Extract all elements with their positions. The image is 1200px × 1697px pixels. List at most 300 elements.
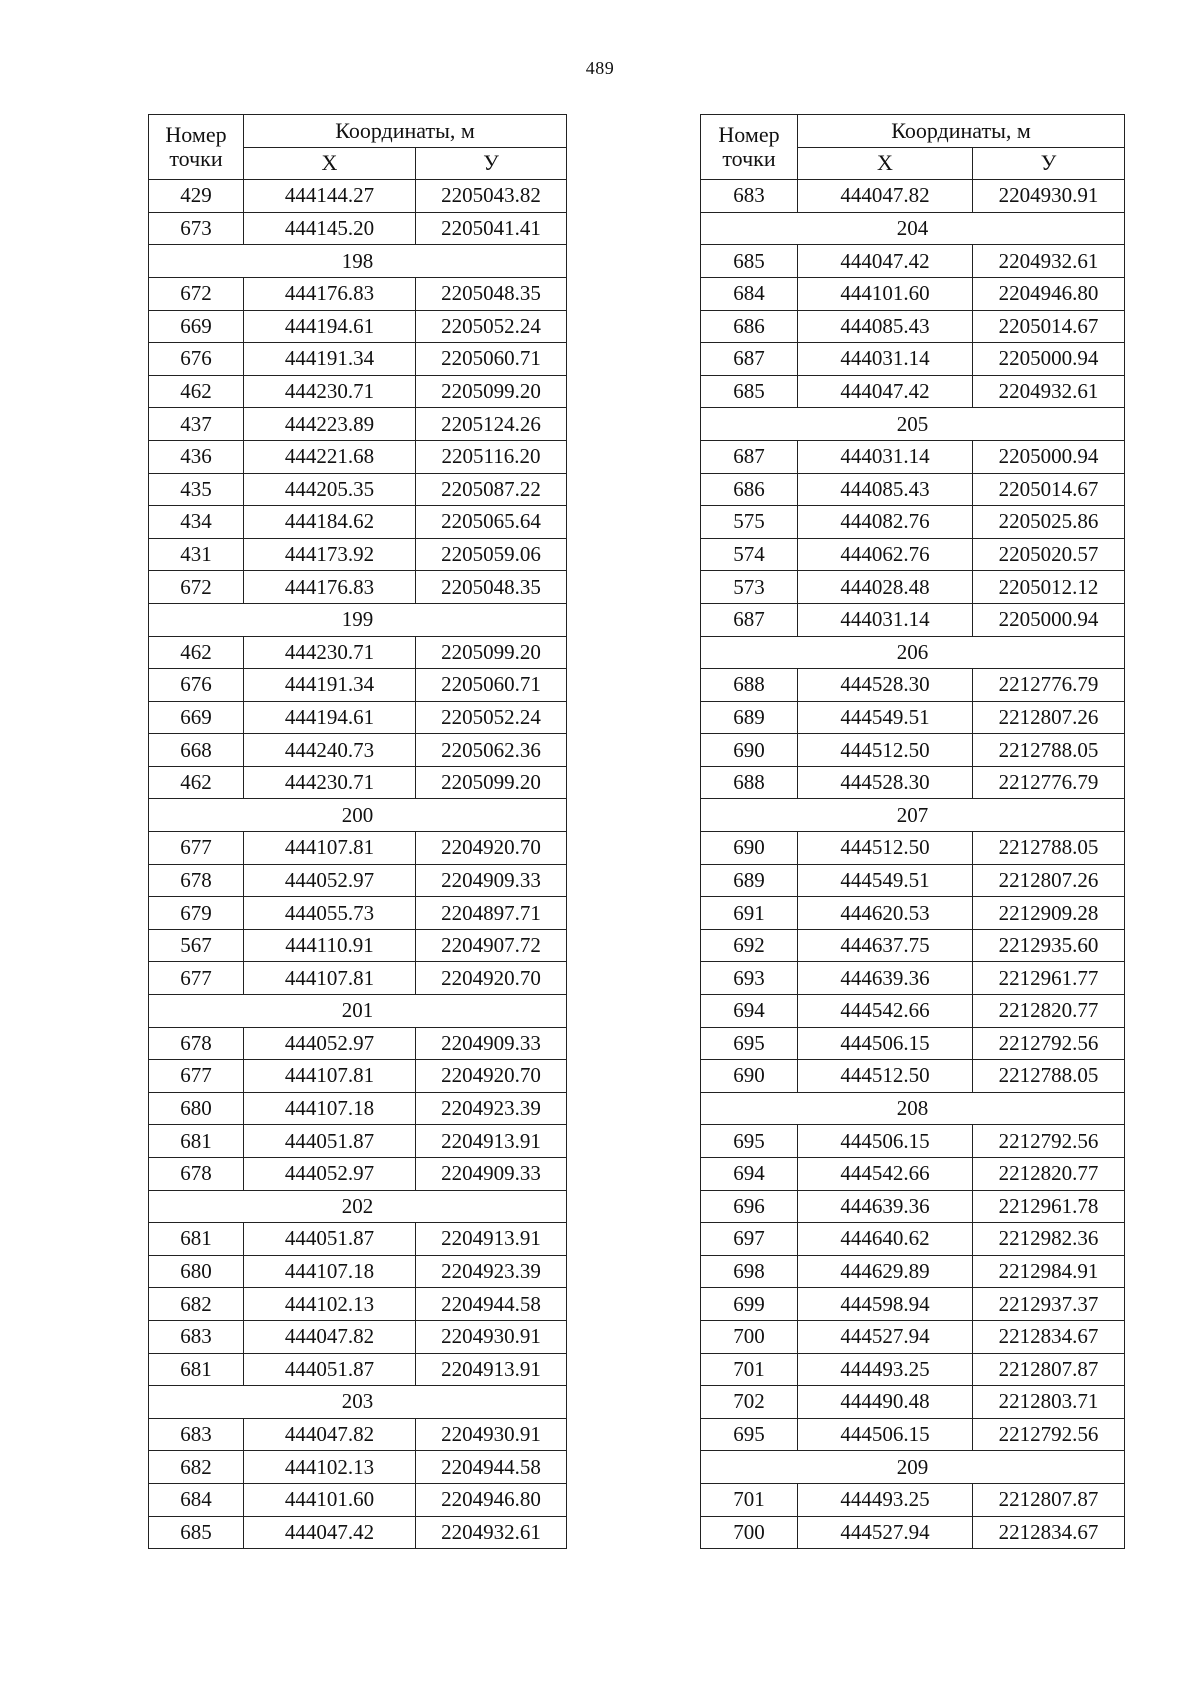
table-row [701,1060,1125,1093]
table-row [149,1092,567,1125]
table-row [701,1027,1125,1060]
table-row [149,1320,567,1353]
point-number-cell: 678 [149,1158,244,1191]
x-coordinate-cell: 444542.66 [798,1158,973,1191]
y-coordinate-cell: 2204920.70 [416,832,567,865]
table-row [701,245,1125,278]
y-coordinate-cell: 2205059.06 [416,538,567,571]
table-row [149,864,567,897]
table-row [149,1027,567,1060]
y-coordinate-cell: 2204909.33 [416,1027,567,1060]
x-coordinate-cell: 444506.15 [798,1027,973,1060]
table-row [701,1516,1125,1549]
x-coordinate-cell: 444051.87 [244,1125,416,1158]
point-number-cell: 689 [701,701,798,734]
x-coordinate-cell: 444620.53 [798,897,973,930]
x-coordinate-cell: 444240.73 [244,734,416,767]
x-coordinate-cell: 444031.14 [798,343,973,376]
x-coordinate-cell: 444062.76 [798,538,973,571]
point-number-cell: 701 [701,1353,798,1386]
y-coordinate-cell: 2204913.91 [416,1223,567,1256]
table-row [701,343,1125,376]
x-coordinate-cell: 444205.35 [244,473,416,506]
y-coordinate-cell: 2205087.22 [416,473,567,506]
point-number-cell: 693 [701,962,798,995]
point-number-cell: 679 [149,897,244,930]
point-number-cell: 677 [149,962,244,995]
x-coordinate-cell: 444490.48 [798,1386,973,1419]
point-number-cell: 672 [149,571,244,604]
section-row [701,212,1125,245]
table-row [149,701,567,734]
x-coordinate-cell: 444145.20 [244,212,416,245]
point-number-cell: 685 [701,375,798,408]
table-row [149,1483,567,1516]
point-number-cell: 573 [701,571,798,604]
y-coordinate-cell: 2205025.86 [973,506,1125,539]
point-number-cell: 695 [701,1027,798,1060]
table-row [149,1060,567,1093]
point-number-cell: 684 [701,277,798,310]
y-coordinate-cell: 2212834.67 [973,1516,1125,1549]
point-number-cell: 437 [149,408,244,441]
y-coordinate-cell: 2212792.56 [973,1125,1125,1158]
x-coordinate-cell: 444230.71 [244,766,416,799]
table-row [701,310,1125,343]
point-number-cell: 690 [701,1060,798,1093]
y-coordinate-cell: 2204920.70 [416,962,567,995]
table-row [149,669,567,702]
point-number-cell: 689 [701,864,798,897]
y-coordinate-cell: 2204913.91 [416,1125,567,1158]
x-coordinate-cell: 444107.81 [244,1060,416,1093]
section-number: 202 [149,1190,567,1223]
section-number: 207 [701,799,1125,832]
table-row [149,1516,567,1549]
point-number-cell: 681 [149,1125,244,1158]
x-coordinate-cell: 444637.75 [798,929,973,962]
y-coordinate-cell: 2205060.71 [416,669,567,702]
y-coordinate-cell: 2212820.77 [973,1158,1125,1191]
x-coordinate-cell: 444506.15 [798,1418,973,1451]
table-row [701,897,1125,930]
section-row [149,1386,567,1419]
x-coordinate-cell: 444176.83 [244,277,416,310]
y-coordinate-cell: 2212776.79 [973,766,1125,799]
y-coordinate-cell: 2212788.05 [973,1060,1125,1093]
section-number: 206 [701,636,1125,669]
x-coordinate-cell: 444102.13 [244,1451,416,1484]
table-row [149,408,567,441]
y-coordinate-cell: 2212788.05 [973,734,1125,767]
point-number-cell: 435 [149,473,244,506]
point-number-cell: 699 [701,1288,798,1321]
y-coordinate-cell: 2205062.36 [416,734,567,767]
x-coordinate-cell: 444055.73 [244,897,416,930]
point-number-cell: 683 [149,1418,244,1451]
y-coordinate-cell: 2205041.41 [416,212,567,245]
y-coordinate-cell: 2212807.87 [973,1483,1125,1516]
table-row [701,375,1125,408]
x-coordinate-cell: 444101.60 [244,1483,416,1516]
y-coordinate-cell: 2205048.35 [416,277,567,310]
x-coordinate-cell: 444527.94 [798,1516,973,1549]
y-coordinate-cell: 2205000.94 [973,440,1125,473]
table-row [149,897,567,930]
point-number-cell: 685 [701,245,798,278]
table-row [701,1255,1125,1288]
point-number-cell: 676 [149,343,244,376]
x-coordinate-cell: 444512.50 [798,832,973,865]
x-coordinate-cell: 444639.36 [798,1190,973,1223]
y-coordinate-cell: 2205052.24 [416,310,567,343]
x-coordinate-cell: 444493.25 [798,1483,973,1516]
table-row [149,1125,567,1158]
x-coordinate-cell: 444047.82 [244,1418,416,1451]
table-row [149,506,567,539]
point-number-cell: 686 [701,473,798,506]
table-row [149,1288,567,1321]
point-number-cell: 434 [149,506,244,539]
point-number-cell: 684 [149,1483,244,1516]
y-coordinate-cell: 2204907.72 [416,929,567,962]
table-row [149,766,567,799]
point-number-cell: 680 [149,1092,244,1125]
point-number-cell: 669 [149,701,244,734]
x-coordinate-cell: 444194.61 [244,701,416,734]
point-number-cell: 574 [701,538,798,571]
y-coordinate-cell: 2212803.71 [973,1386,1125,1419]
section-number: 205 [701,408,1125,441]
y-coordinate-cell: 2212792.56 [973,1418,1125,1451]
table-row [701,1158,1125,1191]
point-number-cell: 672 [149,277,244,310]
point-number-cell: 686 [701,310,798,343]
point-number-cell: 669 [149,310,244,343]
x-header: Х [244,147,416,180]
point-number-cell: 683 [149,1320,244,1353]
x-coordinate-cell: 444082.76 [798,506,973,539]
table-row [149,832,567,865]
x-coordinate-cell: 444549.51 [798,701,973,734]
x-coordinate-cell: 444047.82 [798,180,973,213]
y-coordinate-cell: 2205065.64 [416,506,567,539]
point-number-cell: 683 [701,180,798,213]
y-coordinate-cell: 2204930.91 [416,1320,567,1353]
x-coordinate-cell: 444221.68 [244,440,416,473]
point-number-cell: 687 [701,440,798,473]
table-row [701,277,1125,310]
y-coordinate-cell: 2204909.33 [416,1158,567,1191]
x-coordinate-cell: 444052.97 [244,1027,416,1060]
y-coordinate-cell: 2204944.58 [416,1451,567,1484]
point-number-cell: 685 [149,1516,244,1549]
section-number: 201 [149,995,567,1028]
table-row [701,538,1125,571]
section-number: 198 [149,245,567,278]
table-row [149,1451,567,1484]
point-number-cell: 695 [701,1125,798,1158]
section-row [701,1092,1125,1125]
y-coordinate-cell: 2204913.91 [416,1353,567,1386]
x-coordinate-cell: 444085.43 [798,310,973,343]
y-coordinate-cell: 2205014.67 [973,473,1125,506]
table-row [701,766,1125,799]
table-row [149,212,567,245]
x-coordinate-cell: 444047.42 [244,1516,416,1549]
point-number-cell: 567 [149,929,244,962]
table-row [701,864,1125,897]
table-row [701,929,1125,962]
point-number-cell: 687 [701,603,798,636]
table-row [701,1190,1125,1223]
point-number-header: Номер точки [149,115,244,180]
y-coordinate-cell: 2212807.87 [973,1353,1125,1386]
table-row [701,1353,1125,1386]
section-row [701,799,1125,832]
point-number-cell: 678 [149,1027,244,1060]
y-coordinate-cell: 2205099.20 [416,636,567,669]
table-row [149,1223,567,1256]
point-number-cell: 696 [701,1190,798,1223]
table-row [149,440,567,473]
x-coordinate-cell: 444598.94 [798,1288,973,1321]
point-number-cell: 676 [149,669,244,702]
x-coordinate-cell: 444101.60 [798,277,973,310]
section-row [149,603,567,636]
x-coordinate-cell: 444184.62 [244,506,416,539]
point-number-cell: 429 [149,180,244,213]
point-number-cell: 680 [149,1255,244,1288]
point-number-cell: 682 [149,1451,244,1484]
x-coordinate-cell: 444191.34 [244,343,416,376]
x-coordinate-cell: 444506.15 [798,1125,973,1158]
x-coordinate-cell: 444085.43 [798,473,973,506]
y-coordinate-cell: 2204920.70 [416,1060,567,1093]
table-row [149,1353,567,1386]
y-coordinate-cell: 2212984.91 [973,1255,1125,1288]
point-number-cell: 681 [149,1353,244,1386]
table-row [701,1320,1125,1353]
point-number-cell: 694 [701,1158,798,1191]
x-coordinate-cell: 444107.81 [244,832,416,865]
x-coordinate-cell: 444639.36 [798,962,973,995]
section-number: 203 [149,1386,567,1419]
y-coordinate-cell: 2212776.79 [973,669,1125,702]
x-coordinate-cell: 444051.87 [244,1223,416,1256]
point-number-cell: 687 [701,343,798,376]
x-coordinate-cell: 444527.94 [798,1320,973,1353]
point-number-cell: 690 [701,734,798,767]
section-row [149,1190,567,1223]
x-coordinate-cell: 444542.66 [798,995,973,1028]
table-row [701,962,1125,995]
x-coordinate-cell: 444107.81 [244,962,416,995]
point-number-cell: 678 [149,864,244,897]
y-coordinate-cell: 2204944.58 [416,1288,567,1321]
x-coordinate-cell: 444528.30 [798,766,973,799]
point-number-cell: 701 [701,1483,798,1516]
coordinates-header: Координаты, м [244,115,567,148]
table-row [701,701,1125,734]
section-row [149,995,567,1028]
table-row [149,310,567,343]
table-row [149,180,567,213]
section-number: 209 [701,1451,1125,1484]
y-coordinate-cell: 2204909.33 [416,864,567,897]
x-coordinate-cell: 444230.71 [244,636,416,669]
section-row [701,408,1125,441]
section-row [149,799,567,832]
x-coordinate-cell: 444223.89 [244,408,416,441]
point-number-cell: 688 [701,766,798,799]
table-row [701,832,1125,865]
table-row [149,375,567,408]
point-number-cell: 682 [149,1288,244,1321]
y-coordinate-cell: 2204932.61 [416,1516,567,1549]
table-row [149,962,567,995]
table-row [701,734,1125,767]
y-coordinate-cell: 2212935.60 [973,929,1125,962]
section-number: 204 [701,212,1125,245]
section-number: 199 [149,603,567,636]
y-coordinate-cell: 2205043.82 [416,180,567,213]
x-coordinate-cell: 444549.51 [798,864,973,897]
page-number: 489 [585,58,615,78]
y-coordinate-cell: 2212807.26 [973,701,1125,734]
point-number-cell: 462 [149,375,244,408]
x-coordinate-cell: 444493.25 [798,1353,973,1386]
y-coordinate-cell: 2212937.37 [973,1288,1125,1321]
y-coordinate-cell: 2212792.56 [973,1027,1125,1060]
y-coordinate-cell: 2204897.71 [416,897,567,930]
x-coordinate-cell: 444107.18 [244,1255,416,1288]
x-coordinate-cell: 444194.61 [244,310,416,343]
table-row [701,669,1125,702]
coordinates-table-left [148,114,567,1549]
x-coordinate-cell: 444031.14 [798,440,973,473]
table-row [149,734,567,767]
point-number-cell: 691 [701,897,798,930]
y-coordinate-cell: 2205099.20 [416,375,567,408]
x-coordinate-cell: 444173.92 [244,538,416,571]
x-coordinate-cell: 444051.87 [244,1353,416,1386]
y-coordinate-cell: 2204930.91 [416,1418,567,1451]
point-number-cell: 695 [701,1418,798,1451]
table-row [149,343,567,376]
point-number-cell: 677 [149,832,244,865]
x-coordinate-cell: 444107.18 [244,1092,416,1125]
table-row [701,995,1125,1028]
table-row [701,180,1125,213]
point-number-cell: 436 [149,440,244,473]
x-coordinate-cell: 444052.97 [244,1158,416,1191]
point-number-cell: 700 [701,1320,798,1353]
y-coordinate-cell: 2212961.77 [973,962,1125,995]
table-row [701,1223,1125,1256]
y-coordinate-cell: 2205052.24 [416,701,567,734]
x-coordinate-cell: 444640.62 [798,1223,973,1256]
x-header: Х [798,147,973,180]
table-row [149,636,567,669]
point-number-cell: 462 [149,766,244,799]
section-number: 208 [701,1092,1125,1125]
table-row [701,506,1125,539]
y-coordinate-cell: 2205012.12 [973,571,1125,604]
point-number-cell: 462 [149,636,244,669]
x-coordinate-cell: 444028.48 [798,571,973,604]
y-coordinate-cell: 2204946.80 [416,1483,567,1516]
x-coordinate-cell: 444176.83 [244,571,416,604]
table-row [149,1158,567,1191]
x-coordinate-cell: 444528.30 [798,669,973,702]
point-number-cell: 692 [701,929,798,962]
table-row [149,538,567,571]
table-row [701,1386,1125,1419]
y-coordinate-cell: 2204923.39 [416,1092,567,1125]
point-number-cell: 694 [701,995,798,1028]
y-coordinate-cell: 2212909.28 [973,897,1125,930]
table-row [149,473,567,506]
x-coordinate-cell: 444052.97 [244,864,416,897]
point-number-cell: 688 [701,669,798,702]
y-coordinate-cell: 2212982.36 [973,1223,1125,1256]
section-number: 200 [149,799,567,832]
x-coordinate-cell: 444191.34 [244,669,416,702]
point-number-cell: 697 [701,1223,798,1256]
section-row [149,245,567,278]
y-coordinate-cell: 2205000.94 [973,343,1125,376]
table-body-right [701,180,1125,1549]
x-coordinate-cell: 444047.42 [798,375,973,408]
x-coordinate-cell: 444047.42 [798,245,973,278]
y-coordinate-cell: 2204946.80 [973,277,1125,310]
y-coordinate-cell: 2212788.05 [973,832,1125,865]
x-coordinate-cell: 444629.89 [798,1255,973,1288]
table-row [701,1483,1125,1516]
section-row [701,1451,1125,1484]
y-coordinate-cell: 2204932.61 [973,375,1125,408]
y-coordinate-cell: 2212820.77 [973,995,1125,1028]
table-row [701,1288,1125,1321]
x-coordinate-cell: 444512.50 [798,734,973,767]
point-number-cell: 431 [149,538,244,571]
coordinates-table-right [700,114,1125,1549]
y-header: У [973,147,1125,180]
table-row [701,440,1125,473]
point-number-cell: 702 [701,1386,798,1419]
point-number-cell: 698 [701,1255,798,1288]
point-number-cell: 673 [149,212,244,245]
x-coordinate-cell: 444102.13 [244,1288,416,1321]
x-coordinate-cell: 444144.27 [244,180,416,213]
table-row [149,1418,567,1451]
y-coordinate-cell: 2205116.20 [416,440,567,473]
y-coordinate-cell: 2204923.39 [416,1255,567,1288]
x-coordinate-cell: 444230.71 [244,375,416,408]
point-number-cell: 668 [149,734,244,767]
table-row [701,473,1125,506]
table-row [149,571,567,604]
point-number-cell: 677 [149,1060,244,1093]
table-row [701,571,1125,604]
coordinates-header: Координаты, м [798,115,1125,148]
table-body-left [149,180,567,1549]
x-coordinate-cell: 444031.14 [798,603,973,636]
point-number-cell: 681 [149,1223,244,1256]
x-coordinate-cell: 444512.50 [798,1060,973,1093]
y-coordinate-cell: 2205124.26 [416,408,567,441]
